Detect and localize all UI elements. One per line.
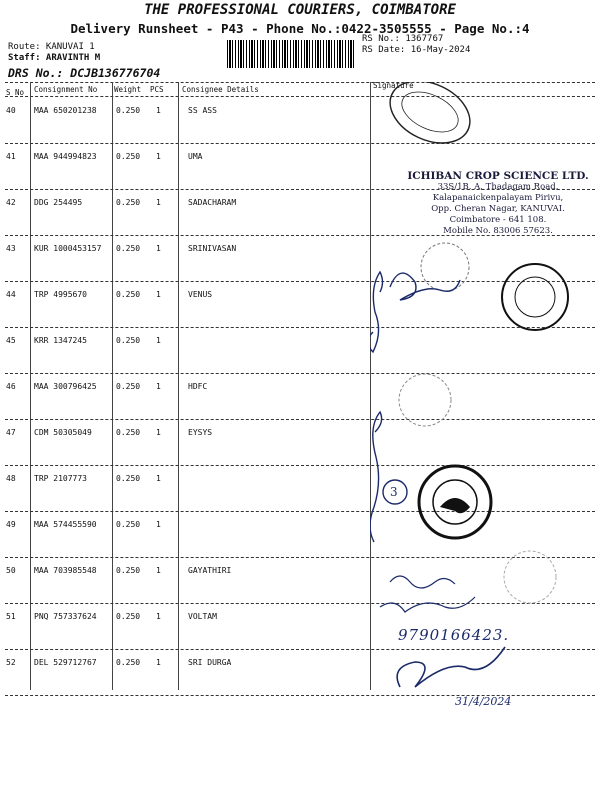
barcode — [227, 40, 355, 68]
row-sno: 52 — [6, 658, 16, 667]
row-weight: 0.250 — [116, 428, 141, 437]
col-divider — [112, 82, 113, 690]
row-pcs: 1 — [156, 290, 161, 299]
col-header-pcs: PCS — [150, 85, 164, 94]
drs-number: DRS No.: DCJB136776704 — [8, 66, 161, 80]
col-divider — [30, 82, 31, 690]
row-consignment: PNQ 757337624 — [34, 612, 97, 621]
col-divider — [178, 82, 179, 690]
row-pcs: 1 — [156, 520, 161, 529]
row-consignee: VOLTAM — [188, 612, 217, 621]
row-consignee: SRINIVASAN — [188, 244, 237, 253]
row-consignment: MAA 300796425 — [34, 382, 97, 391]
handwritten-date: 31/4/2024 — [455, 695, 512, 708]
row-weight: 0.250 — [116, 336, 141, 345]
row-consignment: MAA 650201238 — [34, 106, 97, 115]
row-consignment: DEL 529712767 — [34, 658, 97, 667]
row-sno: 45 — [6, 336, 16, 345]
associates-stamp — [380, 82, 480, 155]
row-sno: 40 — [6, 106, 16, 115]
faint-stamp — [421, 243, 469, 291]
venus-stamp — [502, 264, 568, 330]
row-weight: 0.250 — [116, 612, 141, 621]
pen-stroke — [370, 412, 382, 542]
pen-stroke — [370, 272, 383, 352]
col-header-sno: S No — [6, 88, 25, 97]
row-sno: 44 — [6, 290, 16, 299]
document-title: THE PROFESSIONAL COURIERS, COIMBATORE — [144, 2, 456, 18]
route-label: Route: KANUVAI 1 — [8, 42, 95, 52]
row-weight: 0.250 — [116, 566, 141, 575]
row-consignee: HDFC — [188, 382, 208, 391]
rs-date: RS Date: 16-May-2024 — [362, 45, 471, 55]
company-seal — [419, 466, 491, 538]
pen-stroke — [380, 597, 475, 612]
row-weight: 0.250 — [116, 520, 141, 529]
row-weight: 0.250 — [116, 474, 141, 483]
row-sno: 42 — [6, 198, 16, 207]
runsheet-subtitle: Delivery Runsheet - P43 - Phone No.:0422-3505555 - Page No.:4 — [70, 21, 530, 36]
row-consignee: VENUS — [188, 290, 213, 299]
row-sno: 41 — [6, 152, 16, 161]
row-pcs: 1 — [156, 658, 161, 667]
row-sno: 43 — [6, 244, 16, 253]
row-weight: 0.250 — [116, 382, 141, 391]
row-pcs: 1 — [156, 244, 161, 253]
row-consignment: KRR 1347245 — [34, 336, 87, 345]
row-weight: 0.250 — [116, 658, 141, 667]
row-sno: 46 — [6, 382, 16, 391]
row-pcs: 1 — [156, 566, 161, 575]
row-sno: 49 — [6, 520, 16, 529]
row-pcs: 1 — [156, 612, 161, 621]
row-consignment: MAA 703985548 — [34, 566, 97, 575]
row-consignment: DDG 254495 — [34, 198, 83, 207]
row-consignment: TRP 4995670 — [34, 290, 87, 299]
pen-stroke — [390, 273, 460, 300]
row-consignment: MAA 574455590 — [34, 520, 97, 529]
ichiban-stamp: ICHIBAN CROP SCIENCE LTD. 33S/1B, A, Thadagam Road, Kalapanaickenpalayam Pirivu, Opp. Cheran Nagar, KANUVAI. Coimbatore - 641 108. Mobile No. 83006 57623. — [407, 170, 589, 236]
row-weight: 0.250 — [116, 106, 141, 115]
row-pcs: 1 — [156, 336, 161, 345]
pen-stroke — [390, 576, 455, 588]
row-consignment: TRP 2107773 — [34, 474, 87, 483]
row-consignment: MAA 944994823 — [34, 152, 97, 161]
row-consignment: CDM 50305049 — [34, 428, 92, 437]
row-weight: 0.250 — [116, 244, 141, 253]
faint-stamp — [504, 551, 556, 603]
row-sno: 47 — [6, 428, 16, 437]
row-sno: 51 — [6, 612, 16, 621]
row-consignee: EYSYS — [188, 428, 213, 437]
row-weight: 0.250 — [116, 152, 141, 161]
row-pcs: 1 — [156, 152, 161, 161]
col-header-consignee: Consignee Details — [182, 85, 259, 94]
row-consignee: UMA — [188, 152, 203, 161]
faint-stamp — [399, 374, 451, 426]
row-weight: 0.250 — [116, 290, 141, 299]
row-consignee: SRI DURGA — [188, 658, 232, 667]
row-consignment: KUR 1000453157 — [34, 244, 102, 253]
row-pcs: 1 — [156, 106, 161, 115]
row-pcs: 1 — [156, 428, 161, 437]
col-header-weight: Weight — [114, 85, 142, 94]
handwritten-phone: 9790166423. — [398, 626, 510, 644]
col-header-consignment: Consignment No — [34, 85, 98, 94]
row-pcs: 1 — [156, 382, 161, 391]
row-weight: 0.250 — [116, 198, 141, 207]
row-pcs: 1 — [156, 198, 161, 207]
svg-text:3: 3 — [390, 485, 398, 499]
col-header-signature: Signature — [373, 81, 414, 90]
row-consignee: GAYATHIRI — [188, 566, 232, 575]
row-consignee: SADACHARAM — [188, 198, 237, 207]
staff-label: Staff: ARAVINTH M — [8, 53, 101, 63]
row-sno: 48 — [6, 474, 16, 483]
row-consignee: SS ASS — [188, 106, 217, 115]
rs-number: RS No.: 1367767 — [362, 34, 444, 44]
pen-stroke — [397, 647, 505, 687]
row-pcs: 1 — [156, 474, 161, 483]
row-sno: 50 — [6, 566, 16, 575]
